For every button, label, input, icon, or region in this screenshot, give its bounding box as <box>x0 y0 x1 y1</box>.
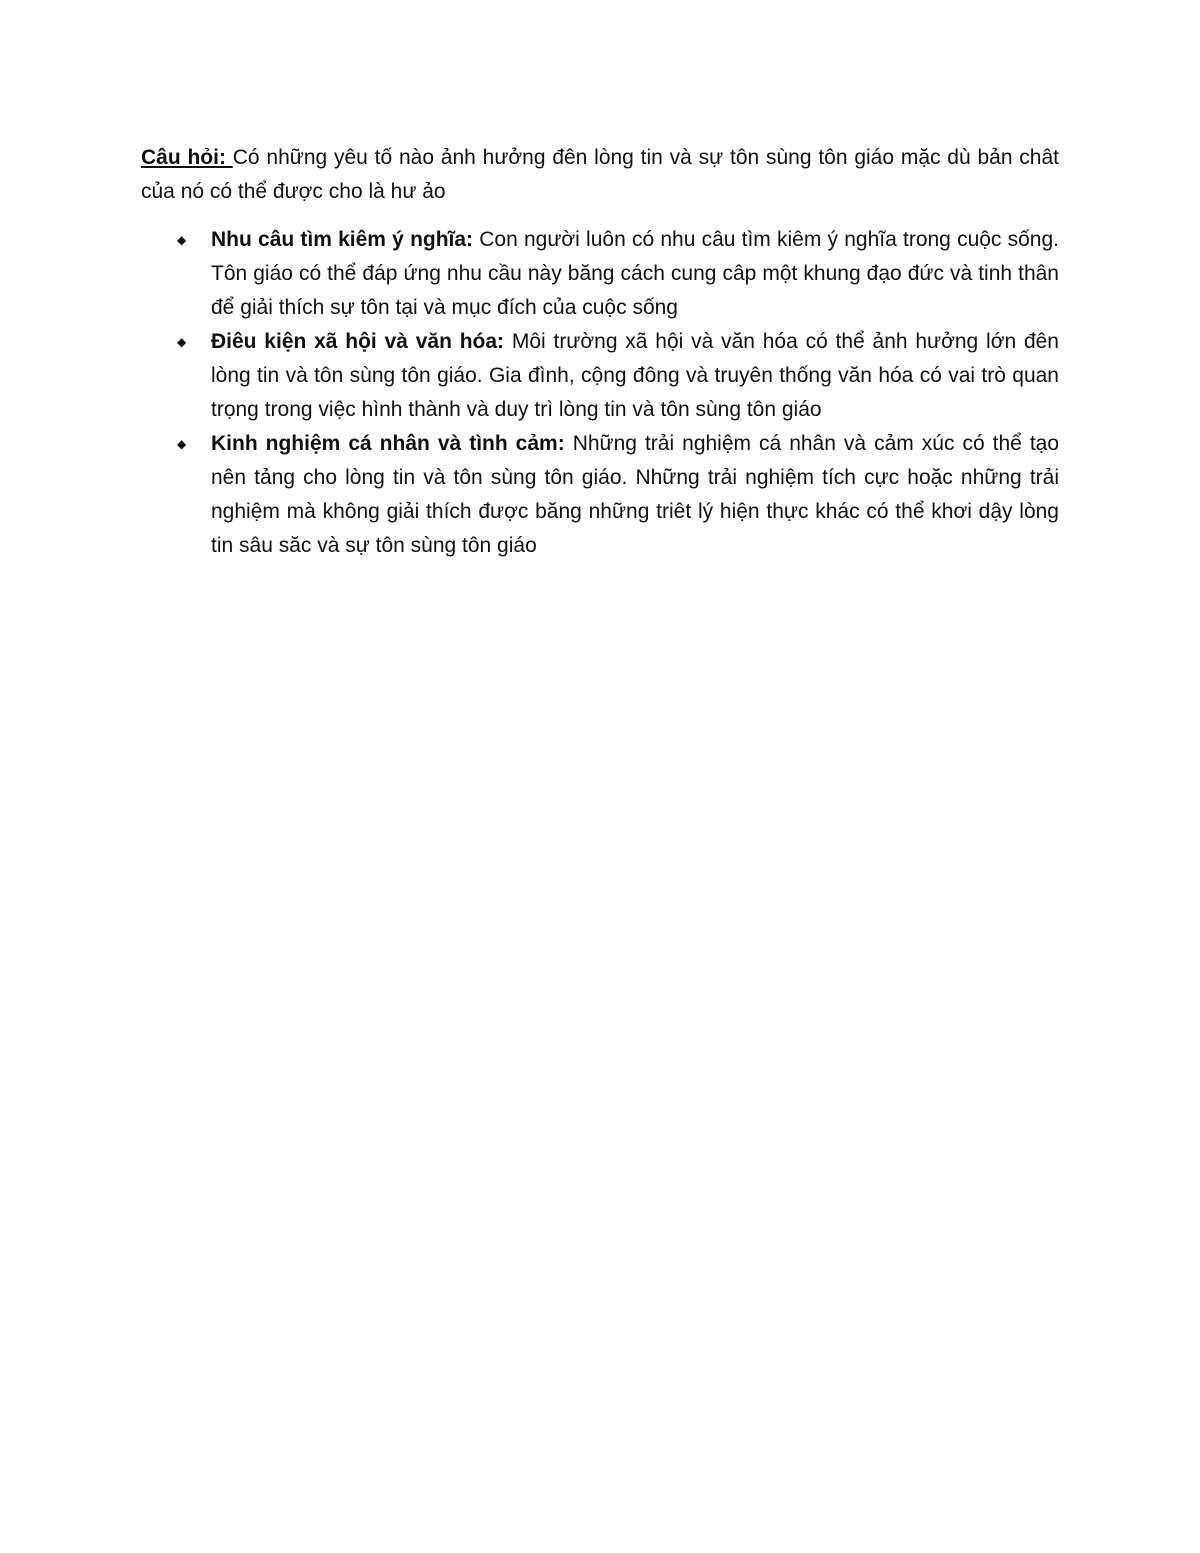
list-item-text: Môi trường xã hội và văn hóa có thể ảnh hưởng lớn đên lòng tin và tôn sùng tôn giáo. Gia đình, cộng đông và truyên thống văn hóa có vai trò quan trọng trong việc hình thành và duy trì lòng tin và tôn sùng tôn giáo <box>211 330 1059 421</box>
diamond-bullet-icon: ◆ <box>177 233 187 247</box>
list-item-title: Điêu kiện xã hội và văn hóa: <box>211 330 505 353</box>
question-label: Câu hỏi: <box>141 146 233 169</box>
diamond-bullet-icon: ◆ <box>177 335 187 349</box>
list-item <box>177 223 1059 325</box>
document-body <box>141 141 1059 563</box>
question-text: Có những yêu tố nào ảnh hưởng đên lòng tin và sự tôn sùng tôn giáo mặc dù bản chât của nó có thể được cho là hư ảo <box>141 146 1059 203</box>
factor-list <box>141 223 1059 563</box>
list-item <box>177 325 1059 427</box>
list-item-title: Nhu câu tìm kiêm ý nghĩa: <box>211 228 474 251</box>
list-item-text: Những trải nghiệm cá nhân và cảm xúc có thể tạo nên tảng cho lòng tin và tôn sùng tôn giáo. Những trải nghiệm tích cực hoặc những trải nghiệm mà không giải thích được băng những triêt lý hiện thực khác có thể khơi dậy lòng tin sâu săc và sự tôn sùng tôn giáo <box>211 432 1060 557</box>
list-item-title: Kinh nghiệm cá nhân và tình cảm: <box>211 432 565 455</box>
list-item <box>177 427 1060 563</box>
list-item-text: Con người luôn có nhu câu tìm kiêm ý nghĩa trong cuộc sống. Tôn giáo có thể đáp ứng nhu cầu này băng cách cung câp một khung đạo đức và tinh thân để giải thích sự tôn tại và mục đích của cuộc sống <box>211 228 1059 319</box>
diamond-bullet-icon: ◆ <box>177 437 187 451</box>
question-paragraph <box>141 141 1059 209</box>
